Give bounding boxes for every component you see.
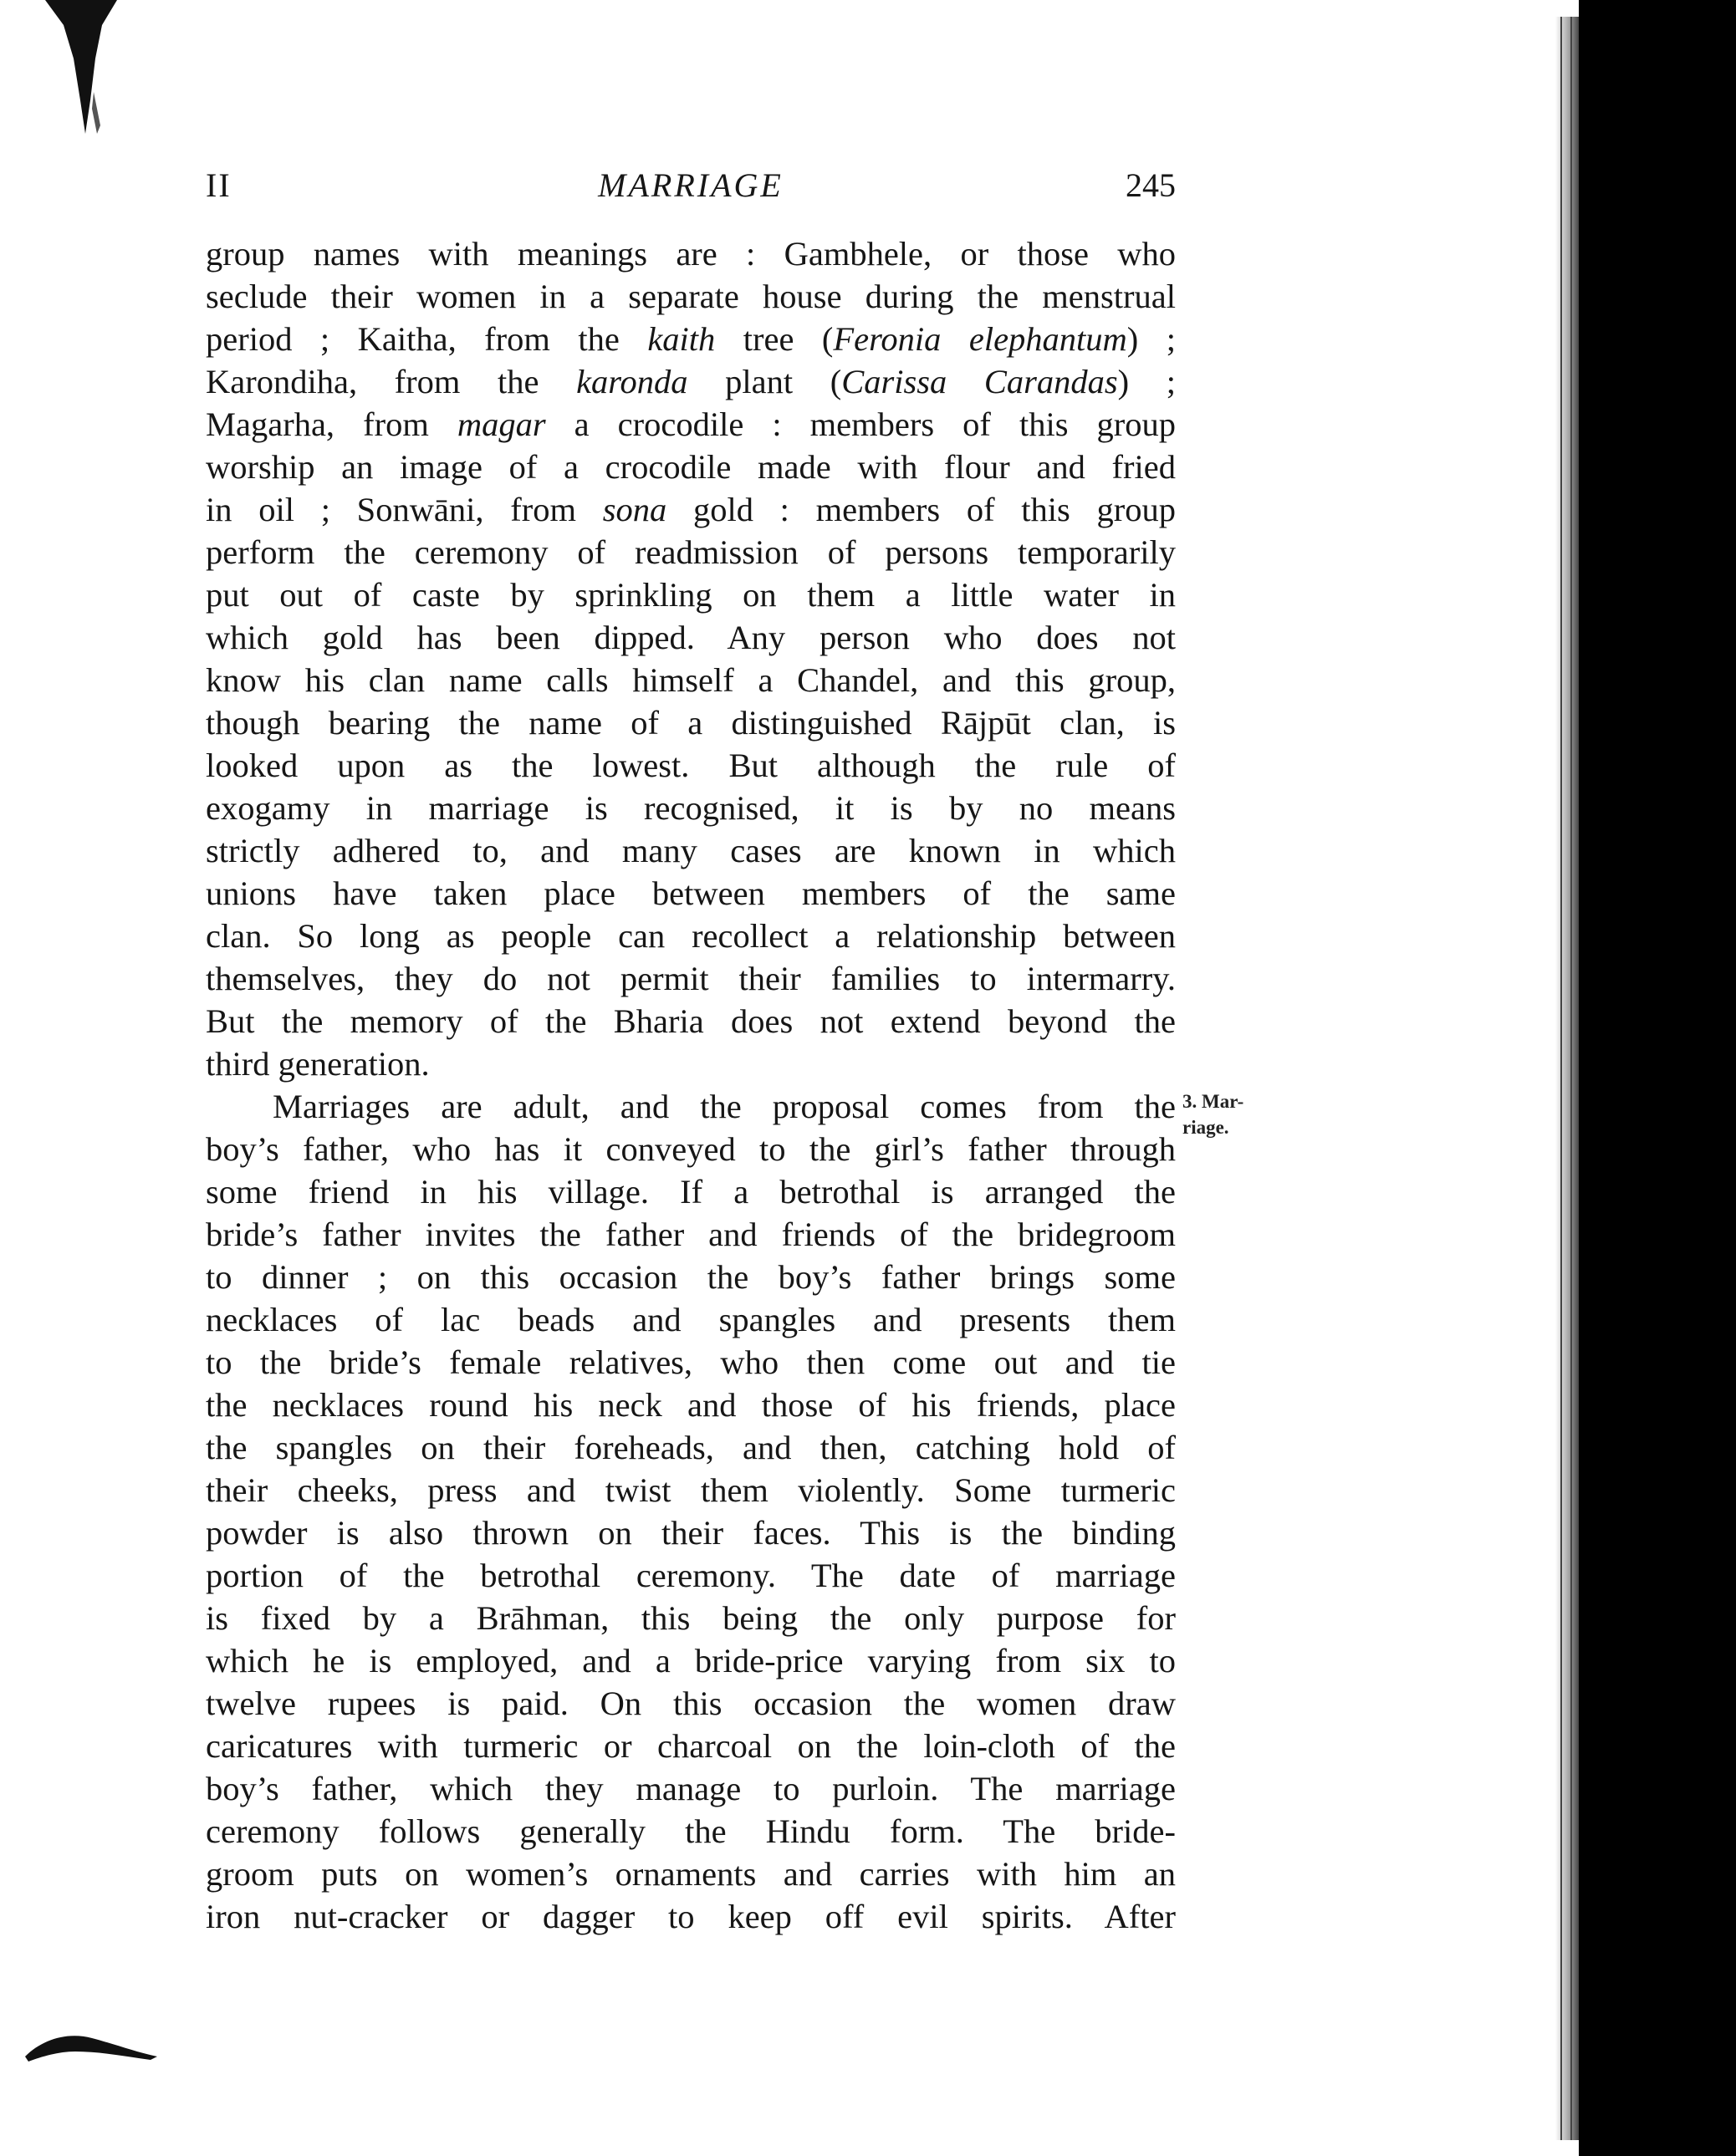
text-line: groom puts on women’s ornaments and carries with him an (206, 1855, 1176, 1893)
text-line: period ; Kaitha, from the kaith tree (Feronia elephantum) ; (206, 320, 1176, 358)
margin-note-line: riage. (1182, 1117, 1229, 1138)
text-line: Marriages are adult, and the proposal comes from the (273, 1088, 1176, 1125)
text-line: their cheeks, press and twist them violently. Some turmeric (206, 1471, 1176, 1509)
text-line: the necklaces round his neck and those of his friends, place (206, 1386, 1176, 1424)
text-line: group names with meanings are : Gambhele, or those who (206, 235, 1176, 273)
text-line: though bearing the name of a distinguished Rājpūt clan, is (206, 704, 1176, 742)
text-line: in oil ; Sonwāni, from sona gold : members of this group (206, 491, 1176, 528)
text-line: is fixed by a Brāhman, this being the only purpose for (206, 1599, 1176, 1637)
page-number: 245 (1126, 166, 1176, 204)
running-title: MARRIAGE (598, 166, 784, 204)
gutter-streak (1570, 17, 1572, 2140)
text-line: boy’s father, who has it conveyed to the girl’s father through (206, 1130, 1176, 1168)
text-line: seclude their women in a separate house during the menstrual (206, 278, 1176, 315)
scan-artifact-top (43, 0, 119, 138)
text-line: Magarha, from magar a crocodile : members of this group (206, 405, 1176, 443)
text-line: clan. So long as people can recollect a relationship between (206, 917, 1176, 955)
paragraph (206, 232, 1176, 1085)
text-line: caricatures with turmeric or charcoal on the loin-cloth of the (206, 1727, 1176, 1765)
text-line: which he is employed, and a bride-price varying from six to (206, 1642, 1176, 1679)
text-line: ceremony follows generally the Hindu form. The bride- (206, 1812, 1176, 1850)
text-line: which gold has been dipped. Any person who does not (206, 619, 1176, 656)
text-line: worship an image of a crocodile made with flour and fried (206, 448, 1176, 486)
chapter-folio: II (206, 166, 232, 204)
text-line: exogamy in marriage is recognised, it is by no means (206, 789, 1176, 827)
text-line: themselves, they do not permit their families to intermarry. (206, 960, 1176, 997)
text-line: powder is also thrown on their faces. This is the binding (206, 1514, 1176, 1552)
text-line: third generation. (206, 1045, 430, 1083)
margin-note (1182, 1088, 1243, 1140)
text-line: strictly adhered to, and many cases are known in which (206, 832, 1176, 869)
running-head (206, 166, 1176, 216)
text-line: to dinner ; on this occasion the boy’s father brings some (206, 1258, 1176, 1296)
text-line: necklaces of lac beads and spangles and presents them (206, 1301, 1176, 1338)
text-line: know his clan name calls himself a Chandel, and this group, (206, 661, 1176, 699)
text-line: put out of caste by sprinkling on them a little water in (206, 576, 1176, 614)
text-line: portion of the betrothal ceremony. The date of marriage (206, 1557, 1176, 1594)
text-line: some friend in his village. If a betrothal is arranged the (206, 1173, 1176, 1211)
text-line: bride’s father invites the father and friends of the bridegroom (206, 1216, 1176, 1253)
text-line: But the memory of the Bharia does not extend beyond the (206, 1002, 1176, 1040)
margin-note-line: 3. Mar- (1182, 1091, 1244, 1112)
text-line: to the bride’s female relatives, who then come out and tie (206, 1343, 1176, 1381)
text-line: looked upon as the lowest. But although the rule of (206, 747, 1176, 784)
text-line: iron nut-cracker or dagger to keep off evil spirits. After (206, 1898, 1176, 1935)
page-gutter-band (1579, 0, 1736, 2156)
text-line: the spangles on their foreheads, and then, catching hold of (206, 1429, 1176, 1466)
gutter-streak (1560, 17, 1562, 2140)
text-line: Karondiha, from the karonda plant (Carissa Carandas) ; (206, 363, 1176, 400)
paragraph (206, 1085, 1176, 1938)
text-line: unions have taken place between members of the same (206, 874, 1176, 912)
scan-artifact-bottom (25, 2023, 159, 2082)
text-line: perform the ceremony of readmission of persons temporarily (206, 533, 1176, 571)
body-text (206, 232, 1176, 1938)
text-line: twelve rupees is paid. On this occasion the women draw (206, 1685, 1176, 1722)
text-line: boy’s father, which they manage to purloin. The marriage (206, 1770, 1176, 1807)
